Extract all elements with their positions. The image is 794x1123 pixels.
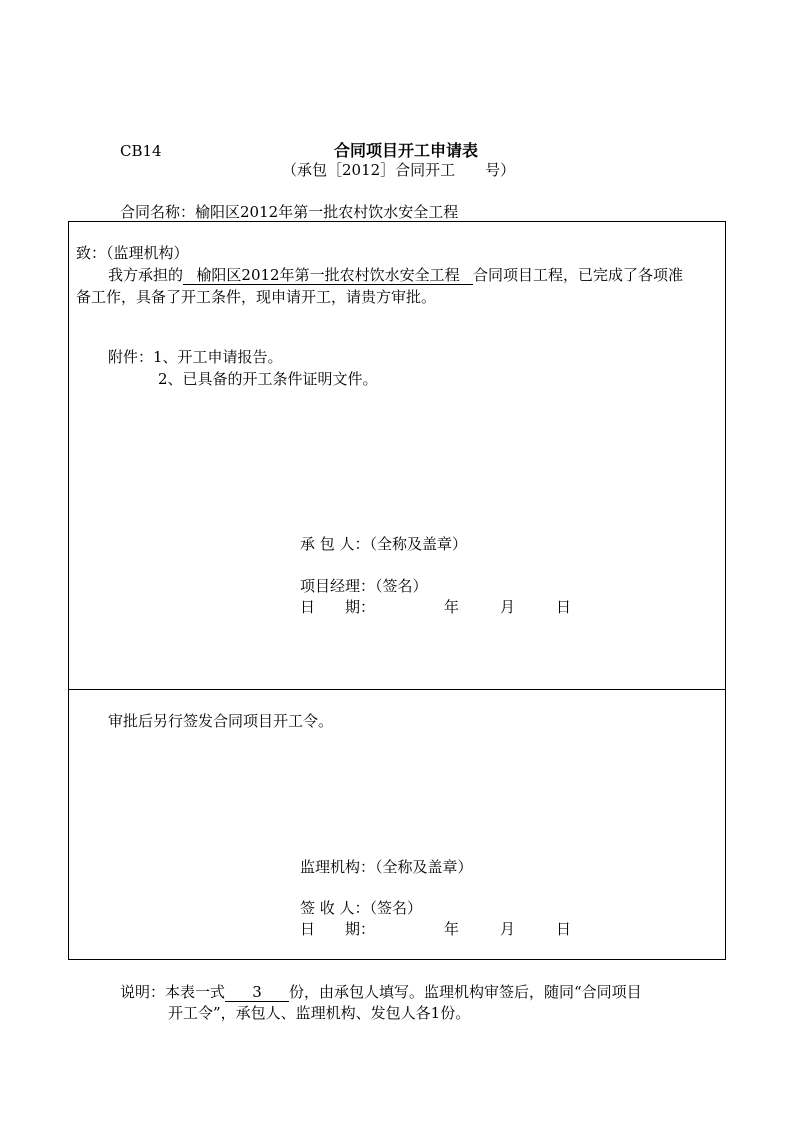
attachment-2: 2、已具备的开工条件证明文件。 (158, 370, 378, 388)
date-label-2: 日 期： (300, 920, 376, 938)
section-divider (68, 689, 726, 690)
footer-suffix: 份，由承包人填写。监理机构审签后，随同“合同项目 (289, 983, 642, 1001)
copies-field: 3 (225, 983, 289, 1002)
footer-prefix: 说明：本表一式 (120, 983, 226, 1001)
footer-note-line2: 开工令”，承包人、监理机构、发包人各1份。 (168, 1004, 471, 1022)
attachment-1: 附件：1、开工申请报告。 (108, 348, 283, 366)
month-label-1: 月 (500, 598, 516, 616)
addressee-line: 致：（监理机构） (76, 244, 189, 262)
contract-name-value: 榆阳区2012年第一批农村饮水安全工程 (195, 203, 459, 221)
form-code: CB14 (120, 142, 162, 160)
month-label-2: 月 (500, 920, 516, 938)
approval-note: 审批后另行签发合同项目开工令。 (108, 712, 334, 730)
application-paragraph-line1 (108, 265, 683, 285)
para-suffix: 合同项目工程，已完成了各项准 (473, 266, 684, 284)
para-prefix: 我方承担的 (108, 266, 184, 284)
supervisor-signature-label: 监理机构：（全称及盖章） (300, 858, 473, 876)
contract-name-label: 合同名称： (120, 203, 196, 221)
project-name-field: 榆阳区2012年第一批农村饮水安全工程 (183, 266, 473, 285)
contract-name (120, 202, 458, 222)
year-label-2: 年 (444, 920, 460, 938)
footer-note-line1 (120, 982, 642, 1002)
year-label-1: 年 (444, 598, 460, 616)
manager-signature-label: 项目经理：（签名） (300, 577, 428, 595)
form-number: （承包［2012］合同开工 号） (282, 161, 516, 179)
page-title: 合同项目开工申请表 (334, 141, 479, 160)
day-label-1: 日 (556, 598, 572, 616)
day-label-2: 日 (556, 920, 572, 938)
receiver-signature-label: 签 收 人：（签名） (300, 899, 423, 917)
application-paragraph-line2: 备工作，具备了开工条件，现申请开工，请贵方审批。 (76, 288, 437, 306)
date-label-1: 日 期： (300, 598, 376, 616)
contractor-signature-label: 承 包 人：（全称及盖章） (300, 535, 468, 553)
